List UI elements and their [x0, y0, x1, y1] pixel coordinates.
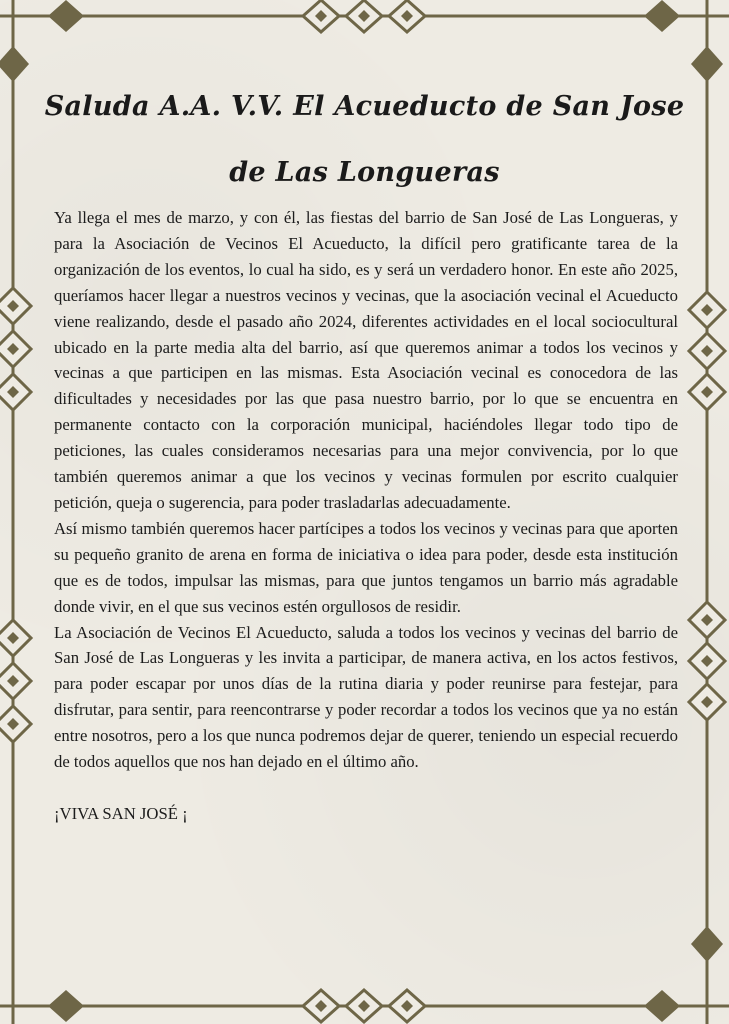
ornament-diamond-bottom-right — [644, 990, 680, 1022]
page-title: Saluda A.A. V.V. El Acueducto de San Jose de Las Longueras — [44, 91, 685, 188]
letter-body — [54, 205, 678, 827]
ornament-diamond-top-left — [48, 0, 84, 32]
ornament-diamond-right-bottom — [691, 926, 723, 962]
ornament-diamond-bottom-left — [48, 990, 84, 1022]
paragraph-2: Así mismo también queremos hacer partícipes a todos los vecinos y vecinas para que aporten su pequeño granito de arena en forma de iniciativa o idea para poder, desde esta institución que es de todos, impulsar las mismas, para que juntos tengamos un barrio más agradable donde vivir, en el que sus vecinos estén orgullosos de residir. — [54, 518, 678, 616]
paragraph-1: Ya llega el mes de marzo, y con él, las fiestas del barrio de San José de Las Longueras, y para la Asociación de Vecinos El Acueducto, la difícil pero gratificante tarea de la organización de los eventos, lo cual ha sido, es y será un verdadero honor. En este año 2025, queríamos hacer llegar a nuestros vecinos y vecinas, que la asociación vecinal el Acueducto viene realizando, desde el pasado año 2024, diferentes actividades en el local sociocultural ubicado en la parte media alta del barrio, así que queremos animar a todos los vecinos y vecinas a que participen en las mismas. Esta Asociación vecinal es conocedora de las dificultades y necesidades por las que pasa nuestro barrio, por lo que se encuentra en permanente contacto con la corporación municipal, haciéndoles llegar todo tipo de peticiones, las cuales consideramos necesarias para una mejor convivencia, por lo que también queremos animar a que los vecinos y vecinas formulen por escrito cualquier petición, queja o sugerencia, para poder trasladarlas adecuadamente. — [54, 208, 678, 512]
ornament-diamond-top-right — [644, 0, 680, 32]
closing-exclamation: ¡VIVA SAN JOSÉ ¡ — [54, 803, 188, 823]
paragraph-3: La Asociación de Vecinos El Acueducto, saluda a todos los vecinos y vecinas del barrio de San José de Las Longueras y les invita a participar, de manera activa, en los actos festivos, para poder escapar por unos días de la rutina diaria y poder reunirse para festejar, para disfrutar, para sentir, para reencontrarse y poder recordar a todos los vecinos que ya no están entre nosotros, pero a los que nunca podremos dejar de querer, teniendo un especial recuerdo de todos aquellos que nos han dejado en el último año. — [54, 622, 678, 772]
